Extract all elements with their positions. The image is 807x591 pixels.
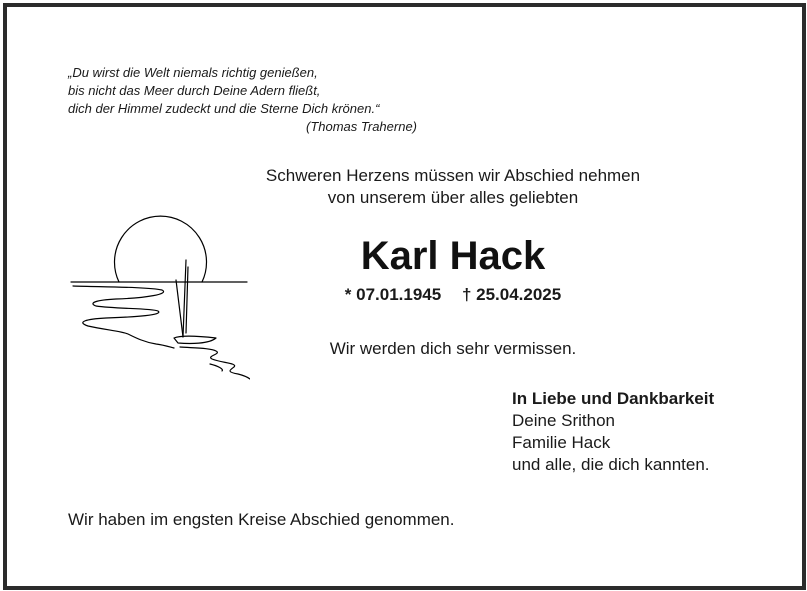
intro-line: Schweren Herzens müssen wir Abschied nehmen	[265, 166, 641, 185]
intro-text	[200, 165, 706, 209]
mourner-line: und alle, die dich kannten.	[512, 455, 710, 474]
birth-date: * 07.01.1945	[344, 285, 442, 304]
intro-line: von unserem über alles geliebten	[327, 188, 579, 207]
deceased-name: Karl Hack	[360, 234, 546, 278]
quote-line: bis nicht das Meer durch Deine Adern fließt,	[68, 83, 321, 98]
mourners-block	[512, 388, 714, 476]
mourner-line: Deine Srithon	[512, 411, 616, 430]
death-date: † 25.04.2025	[461, 285, 562, 304]
quote-line: „Du wirst die Welt niemals richtig genießen,	[68, 65, 318, 80]
life-dates	[200, 284, 706, 306]
farewell-message: Wir werden dich sehr vermissen.	[329, 339, 577, 358]
footer-note: Wir haben im engsten Kreise Abschied genommen.	[68, 510, 455, 529]
quote-line: dich der Himmel zudeckt und die Sterne Dich krönen.“	[68, 101, 380, 116]
mourner-line: Familie Hack	[512, 433, 611, 452]
quote-block	[68, 64, 417, 136]
mourners-heading: In Liebe und Dankbarkeit	[512, 389, 715, 408]
quote-author: (Thomas Traherne)	[306, 119, 418, 134]
